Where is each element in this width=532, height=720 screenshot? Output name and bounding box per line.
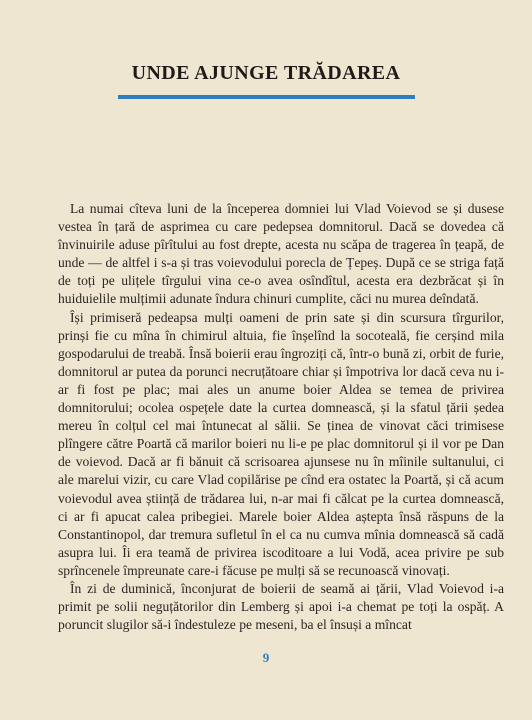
chapter-body — [58, 200, 504, 634]
paragraph: În zi de duminică, înconjurat de boierii de seamă ai țării, Vlad Voievod i-a primit pe solii neguțătorilor din Lemberg și apoi i-a chemat pe toți la ospăț. A poruncit slugilor să-i îndestuleze pe meseni, ba el însuși a mîncat — [58, 580, 504, 633]
chapter-title: UNDE AJUNGE TRĂDAREA — [131, 62, 401, 84]
paragraph: La numai cîteva luni de la începerea domniei lui Vlad Voievod se și dusese vestea în țară de asprimea cu care pedepsea domnitorul. Dacă se dovedea că învinuirile aduse pîrîtului au fost drepte, acesta nu scăpa de tragerea în țeapă, de unde — de altfel i s-a și tras voievodului porecla de Țepeș. După ce se striga față de toți pe ulițele tîrgului vina ce-o avea osîndîtul, acesta era dezbrăcat și în huiduielile mulțimii adunate îndura chinuri cumplite, căci nu murea deîndată. — [58, 201, 504, 307]
page-number: 9 — [262, 650, 270, 665]
paragraph: Își primiseră pedeapsa mulți oameni de prin sate și din scursura tîrgurilor, prinși fie cu mîna în chimirul altuia, fie înșelînd la socoteală, fie cerșind mila gospodarului de treabă. Însă boierii erau îngroziți că, într-o bună zi, orbit de furie, domnitorul ar putea da porunci necruțătoare chiar și împotriva lor dacă ceva nu i-ar fi fost pe plac; mai ales un anume boier Aldea se temea de privirea domnitorului; ocolea ospețele date la curtea domnească, și la sfatul țării ședea mereu în colțul cel mai întunecat al sălii. Se ținea de vinovat căci trimisese plîngere către Poartă că marilor boieri nu li-e pe plac domnitorul și il vor pe Dan de voievod. Dacă ar fi bănuit că scrisoarea ajunsese nu în mîinile sultanului, ci ale marelui vizir, cu care Vlad copilărise pe cînd era ostatec la Poartă, și că acum voievodul avea știință de trădarea lui, n-ar mai fi călcat pe la curtea domnească, ci ar fi apucat calea pribegiei. Marele boier Aldea aștepta însă răspuns de la Constantinopol, dar tremura sufletul în el ca nu cumva mînia domnească să cadă asupra lui. Îi era teamă de privirea iscoditoare a lui Vodă, acea privire pe sub sprîncenele împreunate care-i făcuse pe mulți să se recunoască vinovați. — [58, 309, 504, 578]
title-underline — [118, 95, 415, 99]
